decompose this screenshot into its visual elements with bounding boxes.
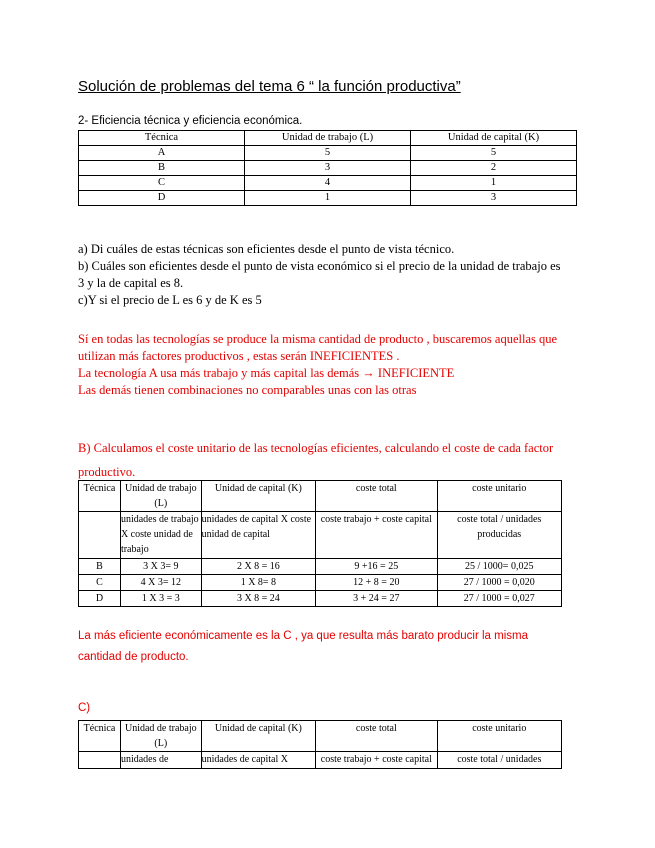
table-row — [79, 161, 577, 176]
question-b-continuation: 3 y la de capital es 8. — [78, 276, 184, 290]
conclusion-b-block — [78, 626, 528, 668]
conclusion-b-line: cantidad de producto. — [78, 651, 189, 663]
formula-row — [79, 512, 562, 559]
table-header-cell: coste total — [316, 481, 437, 512]
table-header-row — [79, 131, 577, 146]
table-row — [79, 575, 562, 591]
table-header-cell: Unidad de capital (K) — [201, 481, 315, 512]
table-cell: 5 — [245, 146, 411, 161]
question-a: a) Di cuáles de estas técnicas son eficientes desde el punto de vista técnico. — [78, 242, 455, 256]
section-2-heading: 2- Eficiencia técnica y eficiencia económica. — [78, 115, 303, 127]
table-cell: 27 / 1000 = 0,027 — [437, 591, 562, 607]
table-cell: 3 — [411, 191, 577, 206]
table-cell: 2 X 8 = 16 — [201, 559, 315, 575]
table-cell: unidades de — [120, 752, 201, 769]
table-cell: B — [79, 161, 245, 176]
table-header-cell: Técnica — [79, 481, 121, 512]
answer-a-line: La tecnología A usa más trabajo y más capital las demás → INEFICIENTE — [78, 366, 455, 380]
answer-b-intro — [78, 436, 553, 484]
table-cell: unidades de capital X — [201, 752, 316, 769]
table-cell: 9 +16 = 25 — [316, 559, 437, 575]
answer-a-line: Sí en todas las tecnologías se produce la misma cantidad de producto , buscaremos aquellas que — [78, 332, 558, 346]
table-row — [79, 146, 577, 161]
table-header-row — [79, 721, 562, 752]
table-row — [79, 176, 577, 191]
table-row — [79, 559, 562, 575]
table-header-cell: Unidad de capital (K) — [411, 131, 577, 146]
table-cell: 25 / 1000= 0,025 — [437, 559, 562, 575]
table-row — [79, 191, 577, 206]
table-header-cell: coste unitario — [437, 721, 561, 752]
question-c: c)Y si el precio de L es 6 y de K es 5 — [78, 293, 262, 307]
table-header-cell: Unidad de trabajo (L) — [120, 481, 201, 512]
table-cell: coste trabajo + coste capital — [316, 512, 437, 559]
table-header-cell: Técnica — [79, 721, 121, 752]
table-cell: 3 X 3= 9 — [120, 559, 201, 575]
table-row — [79, 591, 562, 607]
table-cell: 5 — [411, 146, 577, 161]
section-c-heading: C) — [78, 702, 91, 714]
table-cell: unidades de trabajo X coste unidad de trabajo — [120, 512, 201, 559]
question-b: b) Cuáles son eficientes desde el punto de vista económico si el precio de la unidad de trabajo es — [78, 259, 561, 273]
table-cell: 3 — [245, 161, 411, 176]
table-cell: C — [79, 575, 121, 591]
table-cell: unidades de capital X coste unidad de capital — [201, 512, 315, 559]
table-cell: D — [79, 191, 245, 206]
table-cell: D — [79, 591, 121, 607]
table-cell: 3 + 24 = 27 — [316, 591, 437, 607]
table-cell: 1 X 8= 8 — [201, 575, 315, 591]
table-cell — [79, 512, 121, 559]
unit-cost-table-c — [78, 720, 562, 769]
techniques-table — [78, 130, 577, 206]
answer-b-line: productivo. — [78, 465, 136, 479]
table-header-cell: Unidad de capital (K) — [201, 721, 316, 752]
table-cell — [79, 752, 121, 769]
answer-a-line: Las demás tienen combinaciones no comparables unas con las otras — [78, 383, 417, 397]
table-cell: 27 / 1000 = 0,020 — [437, 575, 562, 591]
table-header-cell: coste total — [316, 721, 437, 752]
conclusion-b-line: La más eficiente económicamente es la C , ya que resulta más barato producir la misma — [78, 630, 528, 642]
answer-a-block — [78, 331, 557, 399]
table-cell: 2 — [411, 161, 577, 176]
answer-b-line: B) Calculamos el coste unitario de las tecnologías eficientes, calculando el coste de cada factor — [78, 441, 554, 455]
questions-block — [78, 241, 560, 309]
unit-cost-table-b — [78, 480, 562, 607]
table-header-cell: coste unitario — [437, 481, 562, 512]
table-header-cell: Unidad de trabajo (L) — [120, 721, 201, 752]
formula-row — [79, 752, 562, 769]
document-title: Solución de problemas del tema 6 “ la función productiva” — [78, 78, 461, 95]
table-header-row — [79, 481, 562, 512]
table-cell: 12 + 8 = 20 — [316, 575, 437, 591]
table-cell: B — [79, 559, 121, 575]
table-cell: coste total / unidades — [437, 752, 561, 769]
table-cell: 1 — [411, 176, 577, 191]
table-cell: coste total / unidades producidas — [437, 512, 562, 559]
table-cell: 4 X 3= 12 — [120, 575, 201, 591]
table-header-cell: Unidad de trabajo (L) — [245, 131, 411, 146]
table-cell: 1 X 3 = 3 — [120, 591, 201, 607]
table-cell: 1 — [245, 191, 411, 206]
answer-a-line: utilizan más factores productivos , estas serán INEFICIENTES . — [78, 349, 400, 363]
table-cell: coste trabajo + coste capital — [316, 752, 437, 769]
table-cell: 3 X 8 = 24 — [201, 591, 315, 607]
table-cell: C — [79, 176, 245, 191]
table-cell: A — [79, 146, 245, 161]
table-header-cell: Técnica — [79, 131, 245, 146]
table-cell: 4 — [245, 176, 411, 191]
